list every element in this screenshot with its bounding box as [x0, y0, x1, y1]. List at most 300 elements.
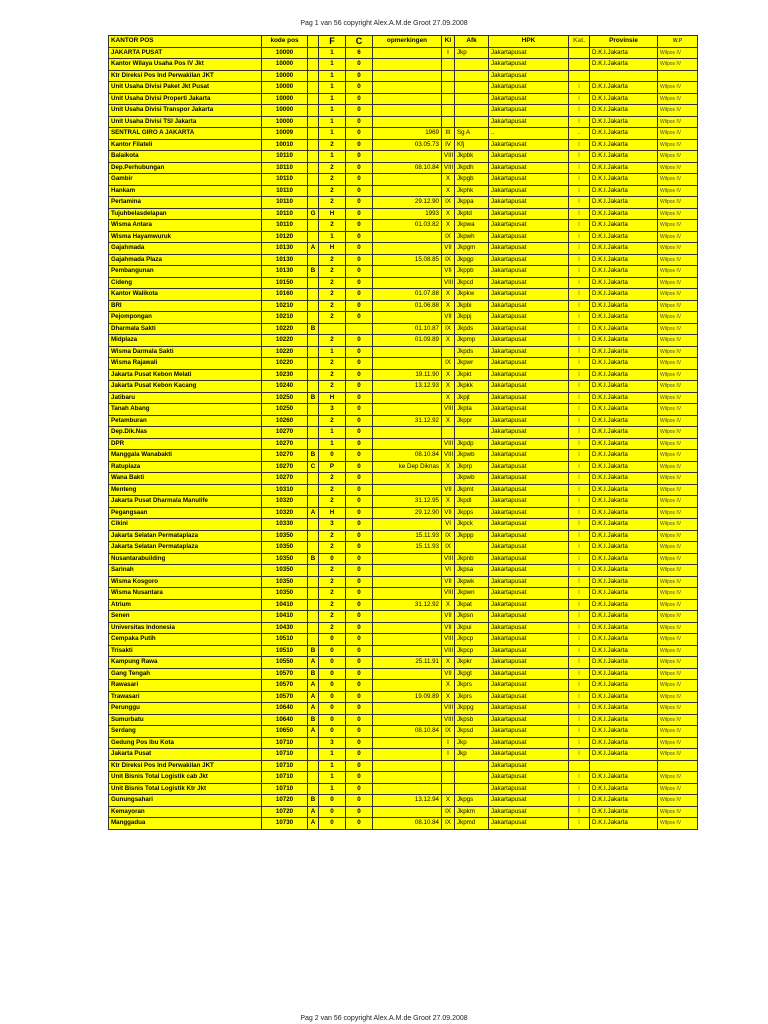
cell-category: I	[569, 151, 590, 163]
cell-category: I	[569, 243, 590, 255]
column-header-office-name: KANTOR POS	[109, 36, 262, 48]
cell-wp: Wilpos IV	[658, 116, 698, 128]
cell-code-flag	[308, 312, 319, 324]
cell-office-name: Kantor Filateli	[109, 139, 262, 151]
cell-wp: Wilpos IV	[658, 450, 698, 462]
cell-abbreviation: Jkpsd	[455, 726, 489, 738]
cell-category	[569, 760, 590, 772]
cell-wp: Wilpos IV	[658, 254, 698, 266]
cell-class: VII	[442, 484, 455, 496]
cell-postal-code: 10230	[262, 369, 308, 381]
cell-code-flag	[308, 438, 319, 450]
cell-c-value: 0	[346, 749, 373, 761]
table-row	[109, 162, 698, 174]
cell-hpk: Jakartapusat	[489, 795, 569, 807]
cell-wp: Wilpos IV	[658, 105, 698, 117]
cell-class: X	[442, 657, 455, 669]
cell-code-flag	[308, 622, 319, 634]
cell-wp: Wilpos IV	[658, 47, 698, 59]
cell-hpk: Jakartapusat	[489, 312, 569, 324]
cell-wp: Wilpos IV	[658, 473, 698, 485]
cell-c-value: 0	[346, 289, 373, 301]
table-row	[109, 266, 698, 278]
cell-code-flag: A	[308, 657, 319, 669]
cell-f-value: H	[319, 208, 346, 220]
cell-postal-code: 10110	[262, 151, 308, 163]
cell-code-flag: B	[308, 645, 319, 657]
table-row	[109, 323, 698, 335]
cell-c-value: 0	[346, 530, 373, 542]
cell-code-flag	[308, 185, 319, 197]
cell-f-value: 1	[319, 760, 346, 772]
table-row	[109, 185, 698, 197]
cell-f-value: 1	[319, 93, 346, 105]
cell-code-flag: B	[308, 266, 319, 278]
cell-abbreviation: Jkpjt	[455, 392, 489, 404]
cell-f-value: 1	[319, 783, 346, 795]
cell-wp: Wilpos IV	[658, 404, 698, 416]
cell-class: VIII	[442, 703, 455, 715]
cell-c-value: 0	[346, 404, 373, 416]
cell-abbreviation	[455, 542, 489, 554]
cell-wp: Wilpos IV	[658, 806, 698, 818]
table-row	[109, 507, 698, 519]
cell-code-flag	[308, 197, 319, 209]
table-row	[109, 795, 698, 807]
cell-province: D.K.I.Jakarta	[590, 93, 658, 105]
table-row	[109, 599, 698, 611]
cell-c-value: 0	[346, 346, 373, 358]
cell-category: I	[569, 484, 590, 496]
cell-abbreviation: Jkphk	[455, 185, 489, 197]
cell-category	[569, 70, 590, 82]
cell-f-value: 2	[319, 277, 346, 289]
cell-office-name: Unit Usaha Divisi Paket Jkt Pusat	[109, 82, 262, 94]
cell-office-name: JAKARTA PUSAT	[109, 47, 262, 59]
cell-wp: Wilpos IV	[658, 415, 698, 427]
cell-hpk: Jakartapusat	[489, 760, 569, 772]
cell-office-name: Rawasari	[109, 680, 262, 692]
cell-remarks	[373, 105, 442, 117]
cell-province: D.K.I.Jakarta	[590, 381, 658, 393]
cell-wp: Wilpos IV	[658, 726, 698, 738]
cell-class: VI	[442, 519, 455, 531]
cell-office-name: Wisma Hayamwuruk	[109, 231, 262, 243]
cell-hpk: Jakartapusat	[489, 185, 569, 197]
cell-c-value: 0	[346, 427, 373, 439]
cell-wp: Wilpos IV	[658, 576, 698, 588]
cell-c-value: 0	[346, 795, 373, 807]
cell-province: D.K.I.Jakarta	[590, 576, 658, 588]
cell-province: D.K.I.Jakarta	[590, 703, 658, 715]
cell-c-value: 0	[346, 737, 373, 749]
cell-abbreviation: Jkpbi	[455, 300, 489, 312]
cell-office-name: Dep.Perhubungan	[109, 162, 262, 174]
cell-f-value: 0	[319, 657, 346, 669]
cell-code-flag	[308, 162, 319, 174]
cell-code-flag: A	[308, 691, 319, 703]
cell-class: X	[442, 185, 455, 197]
cell-remarks	[373, 737, 442, 749]
cell-province: D.K.I.Jakarta	[590, 461, 658, 473]
cell-wp: Wilpos IV	[658, 266, 698, 278]
cell-office-name: Wisma Darmala Sakti	[109, 346, 262, 358]
cell-code-flag	[308, 128, 319, 140]
cell-remarks: 19.11.90	[373, 369, 442, 381]
cell-office-name: Pembangunan	[109, 266, 262, 278]
cell-office-name: Wisma Nusantara	[109, 588, 262, 600]
cell-wp: Wilpos IV	[658, 645, 698, 657]
cell-province: D.K.I.Jakarta	[590, 162, 658, 174]
cell-code-flag	[308, 749, 319, 761]
cell-abbreviation: Jkpnb	[455, 553, 489, 565]
cell-hpk: Jakartapusat	[489, 254, 569, 266]
table-row	[109, 714, 698, 726]
cell-category: I	[569, 335, 590, 347]
table-row	[109, 59, 698, 71]
cell-remarks	[373, 783, 442, 795]
table-row	[109, 70, 698, 82]
cell-postal-code: 10160	[262, 289, 308, 301]
cell-remarks: 15.11.93	[373, 530, 442, 542]
cell-c-value: 0	[346, 806, 373, 818]
cell-c-value: 0	[346, 254, 373, 266]
cell-code-flag	[308, 277, 319, 289]
cell-province: D.K.I.Jakarta	[590, 300, 658, 312]
cell-postal-code: 10130	[262, 243, 308, 255]
post-office-table	[108, 35, 698, 830]
cell-code-flag	[308, 369, 319, 381]
cell-class: X	[442, 381, 455, 393]
cell-abbreviation: Jkpgb	[455, 174, 489, 186]
cell-office-name: Tanah Abang	[109, 404, 262, 416]
cell-hpk: Jakartapusat	[489, 680, 569, 692]
cell-class: X	[442, 691, 455, 703]
cell-abbreviation: Jkpwk	[455, 576, 489, 588]
cell-category: I	[569, 346, 590, 358]
table-row	[109, 289, 698, 301]
cell-hpk: Jakartapusat	[489, 82, 569, 94]
cell-office-name: DPR	[109, 438, 262, 450]
cell-code-flag: G	[308, 208, 319, 220]
cell-office-name: Manggadua	[109, 818, 262, 830]
cell-c-value: 0	[346, 611, 373, 623]
cell-abbreviation: Jkpwb	[455, 473, 489, 485]
cell-abbreviation: Jkpgp	[455, 254, 489, 266]
cell-class: VIII	[442, 277, 455, 289]
cell-wp: Wilpos IV	[658, 542, 698, 554]
cell-c-value: 0	[346, 622, 373, 634]
cell-wp: Wilpos IV	[658, 289, 698, 301]
cell-abbreviation: Jkpwa	[455, 220, 489, 232]
cell-class	[442, 93, 455, 105]
cell-hpk: Jakartapusat	[489, 277, 569, 289]
cell-office-name: Unit Bisnis Total Logistik cab Jkt	[109, 772, 262, 784]
cell-office-name: Cempaka Putih	[109, 634, 262, 646]
cell-class: X	[442, 335, 455, 347]
cell-category: I	[569, 381, 590, 393]
cell-remarks	[373, 174, 442, 186]
cell-hpk: Jakartapusat	[489, 588, 569, 600]
cell-abbreviation: Jkpwr	[455, 358, 489, 370]
cell-province: D.K.I.Jakarta	[590, 404, 658, 416]
cell-hpk: Jakartapusat	[489, 151, 569, 163]
cell-category: I	[569, 427, 590, 439]
cell-office-name: SENTRAL GIRO A JAKARTA	[109, 128, 262, 140]
cell-remarks: 01.10.87	[373, 323, 442, 335]
cell-remarks	[373, 634, 442, 646]
cell-class: VIII	[442, 162, 455, 174]
cell-class	[442, 772, 455, 784]
cell-postal-code: 10000	[262, 93, 308, 105]
cell-class	[442, 70, 455, 82]
cell-class: VI	[442, 565, 455, 577]
cell-class: VIII	[442, 588, 455, 600]
cell-postal-code: 10350	[262, 530, 308, 542]
cell-hpk: Jakartapusat	[489, 289, 569, 301]
cell-code-flag	[308, 289, 319, 301]
cell-abbreviation: Jkp	[455, 737, 489, 749]
cell-office-name: Jakarta Pusat Dharmala Manulife	[109, 496, 262, 508]
cell-category: I	[569, 105, 590, 117]
cell-hpk: Jakartapusat	[489, 139, 569, 151]
cell-wp: Wilpos IV	[658, 392, 698, 404]
cell-code-flag	[308, 105, 319, 117]
cell-code-flag: A	[308, 726, 319, 738]
cell-province: D.K.I.Jakarta	[590, 645, 658, 657]
cell-c-value: 0	[346, 553, 373, 565]
table-row	[109, 634, 698, 646]
cell-wp: Wilpos IV	[658, 519, 698, 531]
cell-c-value: 0	[346, 381, 373, 393]
cell-postal-code: 10110	[262, 162, 308, 174]
cell-class: IX	[442, 254, 455, 266]
cell-c-value: 0	[346, 59, 373, 71]
cell-c-value: 0	[346, 519, 373, 531]
cell-f-value: 1	[319, 59, 346, 71]
cell-c-value: 0	[346, 139, 373, 151]
cell-abbreviation: Jkpwh	[455, 231, 489, 243]
cell-office-name: Pertamina	[109, 197, 262, 209]
cell-office-name: Wisma Antara	[109, 220, 262, 232]
cell-c-value: 0	[346, 174, 373, 186]
cell-category: I	[569, 162, 590, 174]
cell-province: D.K.I.Jakarta	[590, 105, 658, 117]
cell-wp: Wilpos IV	[658, 749, 698, 761]
cell-hpk: Jakartapusat	[489, 553, 569, 565]
cell-f-value: 1	[319, 151, 346, 163]
cell-category: I	[569, 772, 590, 784]
cell-code-flag	[308, 151, 319, 163]
cell-postal-code: 10009	[262, 128, 308, 140]
table-row	[109, 438, 698, 450]
table-row	[109, 484, 698, 496]
cell-c-value: 0	[346, 243, 373, 255]
cell-province: D.K.I.Jakarta	[590, 47, 658, 59]
cell-province: D.K.I.Jakarta	[590, 611, 658, 623]
cell-abbreviation: Jkprs	[455, 691, 489, 703]
cell-remarks: 01.06.88	[373, 300, 442, 312]
cell-category: I	[569, 208, 590, 220]
cell-c-value: 0	[346, 484, 373, 496]
cell-office-name: Kantor Wilaya Usaha Pos IV Jkt	[109, 59, 262, 71]
cell-f-value: 2	[319, 496, 346, 508]
cell-code-flag	[308, 335, 319, 347]
cell-postal-code: 10650	[262, 726, 308, 738]
cell-province: D.K.I.Jakarta	[590, 634, 658, 646]
cell-hpk: Jakartapusat	[489, 47, 569, 59]
cell-remarks: 01.07.88	[373, 289, 442, 301]
cell-wp: Wilpos IV	[658, 565, 698, 577]
cell-abbreviation: Jkpta	[455, 404, 489, 416]
cell-postal-code: 10510	[262, 645, 308, 657]
cell-abbreviation: Jkpgt	[455, 668, 489, 680]
cell-hpk: Jakartapusat	[489, 645, 569, 657]
cell-hpk: Jakartapusat	[489, 404, 569, 416]
cell-code-flag	[308, 611, 319, 623]
cell-postal-code: 10220	[262, 335, 308, 347]
cell-hpk: Jakartapusat	[489, 783, 569, 795]
cell-province: D.K.I.Jakarta	[590, 772, 658, 784]
table-row	[109, 105, 698, 117]
cell-f-value: 2	[319, 266, 346, 278]
cell-c-value: 0	[346, 312, 373, 324]
cell-remarks	[373, 116, 442, 128]
cell-remarks	[373, 565, 442, 577]
cell-postal-code: 10000	[262, 59, 308, 71]
cell-hpk: Jakartapusat	[489, 565, 569, 577]
cell-abbreviation: Jkppb	[455, 266, 489, 278]
cell-hpk: Jakartapusat	[489, 461, 569, 473]
cell-wp: Wilpos IV	[658, 151, 698, 163]
cell-province: D.K.I.Jakarta	[590, 749, 658, 761]
cell-hpk: Jakartapusat	[489, 381, 569, 393]
cell-remarks	[373, 576, 442, 588]
cell-wp: Wilpos IV	[658, 680, 698, 692]
cell-province: D.K.I.Jakarta	[590, 806, 658, 818]
cell-wp: Wilpos IV	[658, 657, 698, 669]
cell-remarks	[373, 760, 442, 772]
cell-hpk: Jakartapusat	[489, 243, 569, 255]
cell-remarks: 15.08.85	[373, 254, 442, 266]
column-header-class: Kl	[442, 36, 455, 48]
cell-f-value: 3	[319, 404, 346, 416]
cell-c-value: 0	[346, 818, 373, 830]
cell-category: I	[569, 680, 590, 692]
cell-wp: Wilpos IV	[658, 358, 698, 370]
cell-remarks	[373, 703, 442, 715]
cell-hpk: Jakartapusat	[489, 772, 569, 784]
cell-class: X	[442, 392, 455, 404]
cell-remarks	[373, 404, 442, 416]
cell-c-value: 0	[346, 565, 373, 577]
cell-abbreviation: Jkp	[455, 47, 489, 59]
cell-category: I	[569, 473, 590, 485]
table-row	[109, 749, 698, 761]
cell-c-value: 0	[346, 415, 373, 427]
cell-category	[569, 59, 590, 71]
table-row	[109, 415, 698, 427]
cell-province	[590, 70, 658, 82]
table-row	[109, 806, 698, 818]
cell-wp: Wilpos IV	[658, 611, 698, 623]
cell-wp: Wilpos IV	[658, 772, 698, 784]
cell-wp: Wilpos IV	[658, 381, 698, 393]
cell-office-name: Trisakti	[109, 645, 262, 657]
table-row	[109, 427, 698, 439]
cell-wp: Wilpos IV	[658, 634, 698, 646]
cell-postal-code: 10710	[262, 737, 308, 749]
cell-postal-code: 10710	[262, 772, 308, 784]
cell-wp: Wilpos IV	[658, 427, 698, 439]
cell-class	[442, 760, 455, 772]
cell-c-value: 0	[346, 668, 373, 680]
cell-code-flag	[308, 254, 319, 266]
cell-remarks: 08.10.84	[373, 818, 442, 830]
cell-wp: Wilpos IV	[658, 162, 698, 174]
cell-province: D.K.I.Jakarta	[590, 346, 658, 358]
cell-hpk: Jakartapusat	[489, 392, 569, 404]
cell-code-flag	[308, 588, 319, 600]
cell-code-flag	[308, 82, 319, 94]
cell-abbreviation: Jkpcd	[455, 277, 489, 289]
cell-province: D.K.I.Jakarta	[590, 473, 658, 485]
table-row	[109, 93, 698, 105]
table-row	[109, 565, 698, 577]
cell-province: D.K.I.Jakarta	[590, 496, 658, 508]
cell-f-value: 2	[319, 588, 346, 600]
cell-f-value: 1	[319, 749, 346, 761]
cell-postal-code: 10210	[262, 300, 308, 312]
cell-postal-code: 10270	[262, 450, 308, 462]
cell-abbreviation: Jkptd	[455, 208, 489, 220]
table-row	[109, 737, 698, 749]
cell-remarks	[373, 82, 442, 94]
cell-office-name: Gunungsahari	[109, 795, 262, 807]
cell-abbreviation: Jkpcp	[455, 634, 489, 646]
cell-hpk: Jakartapusat	[489, 576, 569, 588]
cell-remarks: 31.12.92	[373, 415, 442, 427]
cell-hpk: Jakartapusat	[489, 473, 569, 485]
cell-abbreviation	[455, 116, 489, 128]
cell-code-flag: A	[308, 243, 319, 255]
cell-wp: Wilpos IV	[658, 277, 698, 289]
cell-remarks: 08.10.84	[373, 726, 442, 738]
cell-office-name: Kantor Walikota	[109, 289, 262, 301]
cell-class: X	[442, 461, 455, 473]
cell-postal-code: 10220	[262, 323, 308, 335]
cell-f-value: 3	[319, 737, 346, 749]
cell-code-flag	[308, 381, 319, 393]
cell-c-value: 0	[346, 128, 373, 140]
cell-remarks	[373, 151, 442, 163]
cell-f-value: 2	[319, 415, 346, 427]
cell-postal-code: 10000	[262, 116, 308, 128]
cell-f-value: H	[319, 392, 346, 404]
cell-remarks	[373, 185, 442, 197]
cell-category: I	[569, 668, 590, 680]
table-row	[109, 335, 698, 347]
cell-abbreviation: Kfj	[455, 139, 489, 151]
cell-f-value: 2	[319, 197, 346, 209]
column-header-wp: W.P	[658, 36, 698, 48]
cell-f-value: 2	[319, 622, 346, 634]
cell-hpk: Jakartapusat	[489, 162, 569, 174]
cell-remarks	[373, 427, 442, 439]
cell-postal-code: 10330	[262, 519, 308, 531]
table-row	[109, 622, 698, 634]
cell-office-name: Wisma Rajawali	[109, 358, 262, 370]
